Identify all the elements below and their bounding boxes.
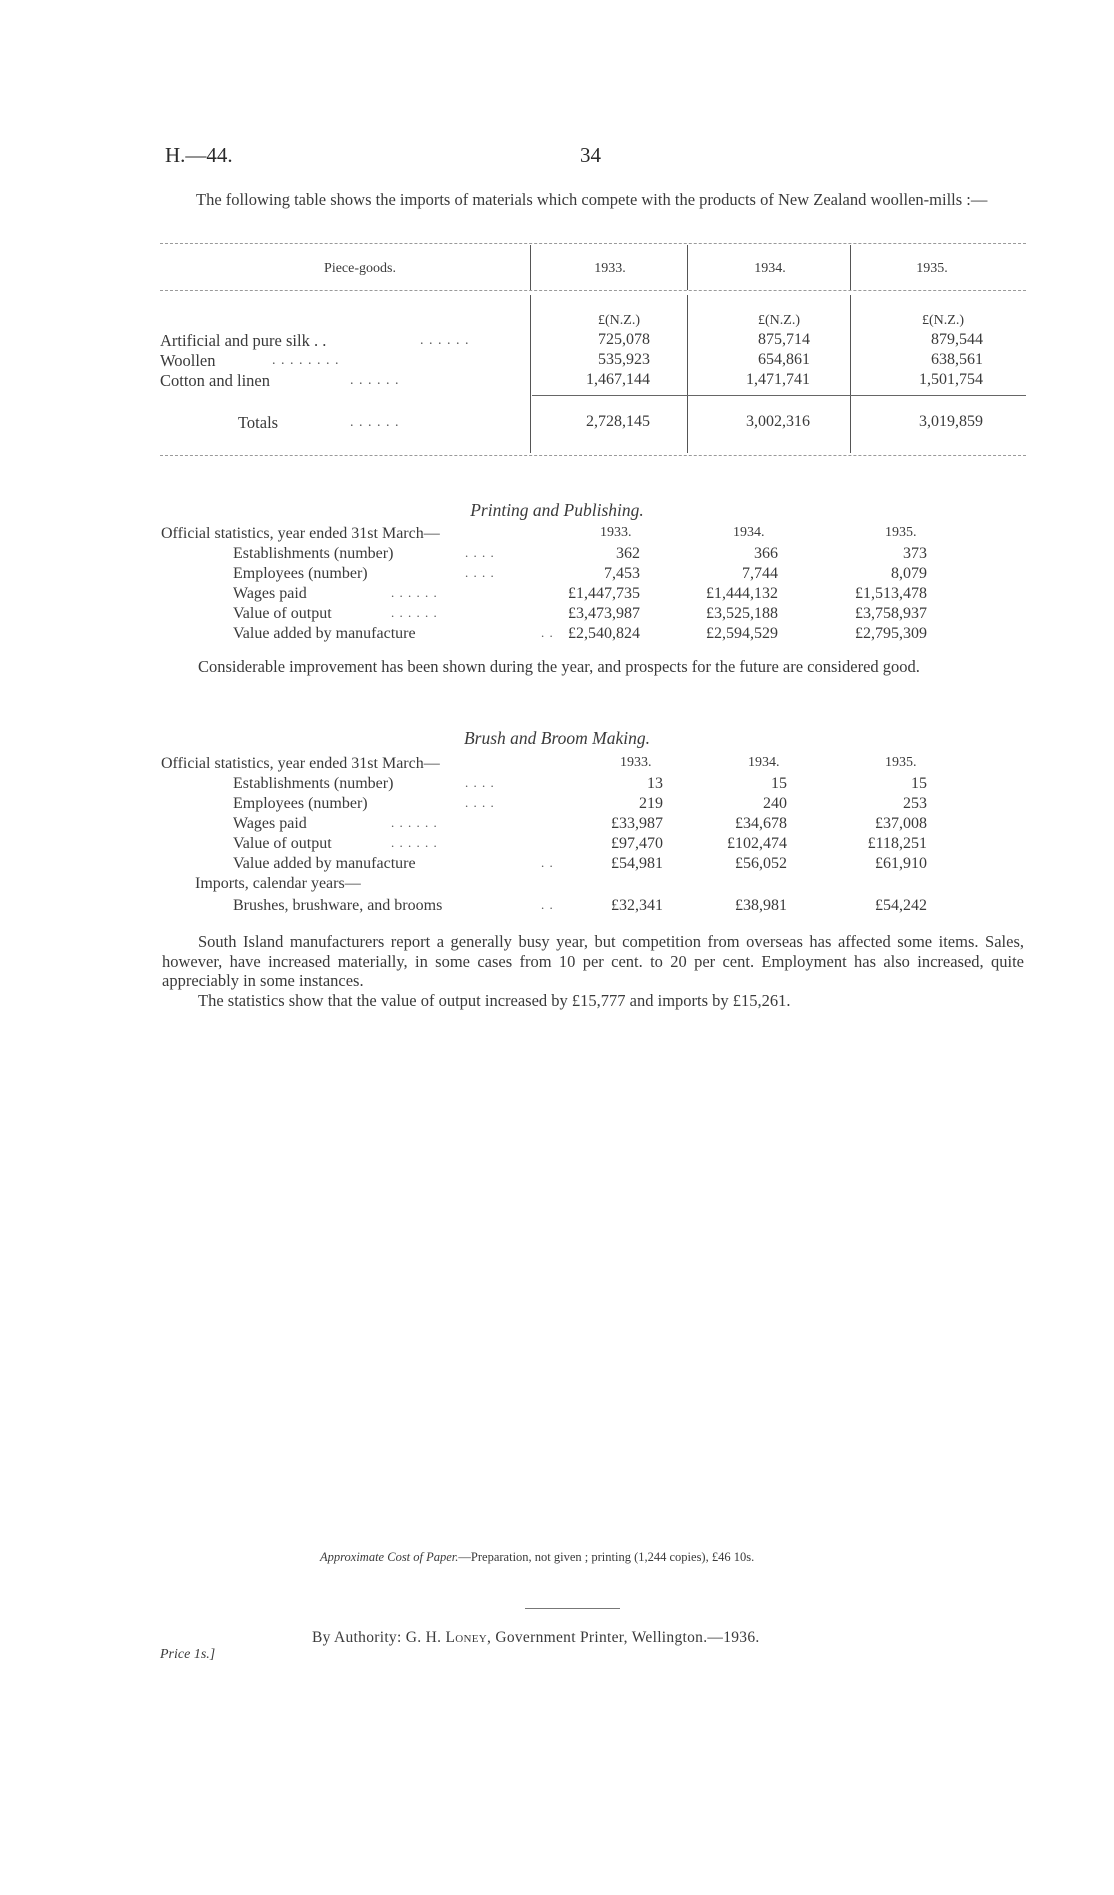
table-cell: 725,078 [598,331,650,348]
table-cell: 535,923 [598,351,650,368]
column-header-1934: 1934. [754,261,786,276]
authority-line [312,1629,760,1647]
stats-intro: Official statistics, year ended 31st March— [161,755,440,772]
col-divider [530,245,531,290]
year-1934: 1934. [733,525,765,540]
row-label: Brushes, brushware, and brooms [233,897,443,914]
table-header-row [161,525,955,545]
table-row [195,585,955,605]
cost-of-paper-note [320,1550,754,1565]
table-cell: £2,594,529 [706,625,778,642]
leader-dots: . . . . [465,545,495,560]
table-cell: 219 [639,795,663,812]
table-cell: £61,910 [875,855,927,872]
col-divider [850,295,851,453]
col-divider [687,245,688,290]
leader-dots: . . . . . . [350,373,400,388]
table-cell: £1,513,478 [855,585,927,602]
table-row [195,855,955,875]
row-label: Employees (number) [233,565,368,582]
row-label: Artificial and pure silk . . [160,331,327,350]
table-cell: 15 [771,775,787,792]
row-label: Value added by manufacture [233,855,416,872]
table-cell: 366 [754,545,778,562]
table-cell: £37,008 [875,815,927,832]
leader-dots: . . . . . . [391,605,438,620]
table-cell: £34,678 [735,815,787,832]
table-cell: £54,242 [875,897,927,914]
leader-dots: . . . . . . . . [272,353,340,368]
unit-label: £(N.Z.) [758,313,800,328]
leader-dots: . . [541,855,554,870]
stats-intro: Official statistics, year ended 31st March— [161,525,440,542]
printing-paragraph [162,657,1024,677]
table-row [195,815,955,835]
table-row [195,775,955,795]
col-divider [687,295,688,453]
table-cell: £3,525,188 [706,605,778,622]
table-cell: £118,251 [867,835,927,852]
section-title-brush: Brush and Broom Making. [463,728,650,748]
table-cell: £102,474 [727,835,787,852]
cost-label: Approximate Cost of Paper. [320,1550,459,1564]
table-cell: 13 [647,775,663,792]
column-header-piece-goods: Piece-goods. [324,261,396,276]
table-cell: £56,052 [735,855,787,872]
row-label: Employees (number) [233,795,368,812]
imports-label: Imports, calendar years— [195,875,361,892]
year-1934: 1934. [748,755,780,770]
column-header-1935: 1935. [916,261,948,276]
leader-dots: . . . . [465,565,495,580]
page-number: 34 [580,143,601,167]
table-cell: £97,470 [611,835,663,852]
row-label: Wages paid [233,585,307,602]
table-cell: £38,981 [735,897,787,914]
table-cell: £3,758,937 [855,605,927,622]
footer-rule [525,1608,620,1609]
row-label: Establishments (number) [233,775,394,792]
table-cell: £1,444,132 [706,585,778,602]
table-row [195,625,955,645]
table-bottom-rule [160,455,1026,456]
paragraph-text: The statistics show that the value of output increased by £15,777 and imports by £15,261. [198,991,791,1010]
authority-prefix: By Authority: G. H. [312,1629,446,1646]
table-cell: 1,471,741 [746,371,810,388]
leader-dots: . . . . [465,795,495,810]
totals-cell: 3,002,316 [746,413,810,430]
leader-dots: . . . . . . [391,835,438,850]
table-row [195,545,955,565]
leader-dots: . . [541,625,554,640]
intro-text: The following table shows the imports of materials which compete with the products of New Zealand woollen-mills :— [196,190,988,209]
header-rule [160,290,1026,291]
leader-dots: . . . . . . [391,585,438,600]
totals-rule [532,395,1026,396]
table-cell: £32,341 [611,897,663,914]
table-cell: 253 [903,795,927,812]
table-cell: 240 [763,795,787,812]
table-cell: 362 [616,545,640,562]
table-cell: 654,861 [758,351,810,368]
year-1935: 1935. [885,525,917,540]
table-cell: £2,540,824 [568,625,640,642]
row-label: Establishments (number) [233,545,394,562]
totals-cell: 3,019,859 [919,413,983,430]
table-row [195,897,955,917]
leader-dots: . . [541,897,554,912]
table-cell: 875,714 [758,331,810,348]
leader-dots: . . . . . . [391,815,438,830]
totals-label: Totals [238,413,279,432]
row-label: Value of output [233,835,332,852]
table-cell: £33,987 [611,815,663,832]
table-cell: 373 [903,545,927,562]
table-cell: 1,467,144 [586,371,650,388]
printer-name: Loney [445,1629,487,1646]
table-top-rule [160,243,1026,244]
leader-dots: . . . . [465,775,495,790]
unit-label: £(N.Z.) [922,313,964,328]
row-label: Cotton and linen [160,371,270,390]
table-cell: 7,453 [604,565,640,582]
table-header-row [161,755,955,775]
table-cell: 1,501,754 [919,371,983,388]
unit-label: £(N.Z.) [598,313,640,328]
table-cell: £1,447,735 [568,585,640,602]
table-cell: 7,744 [742,565,778,582]
year-1933: 1933. [600,525,632,540]
table-row [195,565,955,585]
row-label: Wages paid [233,815,307,832]
leader-dots: . . . . . . [420,333,470,348]
price: Price 1s.] [160,1647,216,1662]
col-divider [530,295,531,453]
brush-paragraph-1 [162,932,1024,991]
cost-text: —Preparation, not given ; printing (1,244 copies), £46 10s. [458,1550,755,1564]
table-cell: 15 [911,775,927,792]
col-divider [850,245,851,290]
year-1935: 1935. [885,755,917,770]
table-row [195,605,955,625]
totals-cell: 2,728,145 [586,413,650,430]
intro-paragraph [162,190,1024,209]
table-cell: 879,544 [931,331,983,348]
year-1933: 1933. [620,755,652,770]
table-row [195,835,955,855]
table-row [195,795,955,815]
authority-suffix: , Government Printer, Wellington.—1936. [486,1629,760,1646]
paragraph-text: South Island manufacturers report a generally busy year, but competition from overseas has affected some items. Sales, however, have increased materially, in some cases from 10 per cent. to 20 per cent. Employment has also increased, quite appreciably in some instances. [162,932,1024,990]
row-label: Value added by manufacture [233,625,416,642]
table-cell: £3,473,987 [568,605,640,622]
row-label: Value of output [233,605,332,622]
leader-dots: . . . . . . [350,415,400,430]
table-cell: 638,561 [931,351,983,368]
section-title-printing: Printing and Publishing. [470,500,644,520]
table-cell: 8,079 [891,565,927,582]
paragraph-text: Considerable improvement has been shown during the year, and prospects for the future are considered good. [198,657,920,676]
brush-paragraph-2 [162,991,1024,1011]
document-reference: H.—44. [165,143,233,167]
woollen-imports-table [160,243,1026,458]
table-row [195,875,955,895]
column-header-1933: 1933. [594,261,626,276]
table-cell: £2,795,309 [855,625,927,642]
row-label: Woollen [160,351,216,370]
table-cell: £54,981 [611,855,663,872]
